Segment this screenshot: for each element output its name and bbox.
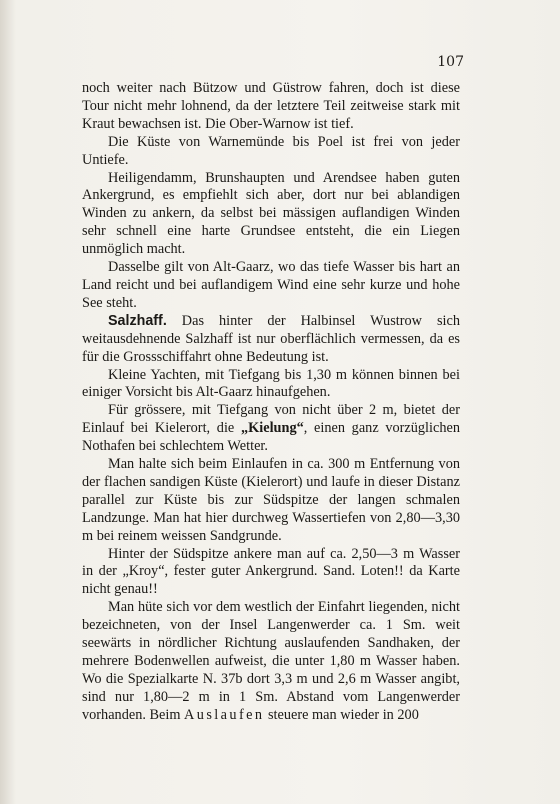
sandhaken-text-before: Man hüte sich vor dem westlich der Einfahrt liegenden, nicht bezeichneten, von der Insel Langenwerder ca. 1 Sm. weit seewärts in nördlicher Richtung auslaufenden Sandhaken, der mehrere Bodenwellen aufweist, die unter 1,80 m Wasser haben. Wo die Spezialkarte N. 37b dort 3,3 m und 2,6 m Wasser angibt, sind nur 1,80—2 m in 1 Sm. Abstand vom Langenwerder vorhanden. Beim [82,599,460,723]
paragraph-buetzow: noch weiter nach Bützow und Güstrow fahren, doch ist diese Tour nicht mehr lohnend, da der letztere Teil zeitweise stark mit Kraut bewachsen ist. Die Ober-Warnow ist tief. [82,80,460,132]
paragraph-heiligendamm: Heiligendamm, Brunshaupten und Arendsee haben guten Ankergrund, es empfiehlt sich aber, dort nur bei ablandigen Winden zu ankern, da selbst bei mässigen auflandigen Winden sehr schnell eine harte Grundsee entsteht, die ein Liegen unmöglich macht. [82,169,460,258]
paragraph-salzhaff [82,313,460,367]
paragraph-sandhaken [82,599,460,724]
page-number: 107 [437,54,464,70]
paragraph-kleine-yachten: Kleine Yachten, mit Tiefgang bis 1,30 m können binnen bei einiger Vorsicht bis Alt-Gaarz hinaufgehen. [82,366,460,401]
kielung-text-before: Für grössere, mit Tiefgang von nicht über 2 m, bietet der Einlauf bei Kielerort, die [82,402,460,437]
paragraph-alt-gaarz: Dasselbe gilt von Alt-Gaarz, wo das tiefe Wasser bis hart an Land reicht und bei auflandigem Wind eine sehr kurze und hohe See steht. [82,259,460,311]
text-body [82,80,460,725]
salzhaff-text: Das hinter der Halbinsel Wustrow sich weitausdehnende Salzhaff ist nur oberflächlich vermessen, da es für die Grossschiffahrt ohne Bedeutung ist. [82,312,460,365]
kielung-text-after: , einen ganz vorzüglichen Nothafen bei schlechtem Wetter. [82,420,460,455]
paragraph-ankern: Hinter der Südspitze ankere man auf ca. 2,50—3 m Wasser in der „Kroy“, fester guter Ankergrund. Sand. Loten!! da Karte nicht genau!! [82,545,460,598]
sandhaken-text-after: steuere man wieder in 200 [264,706,419,723]
paragraph-kielung [82,402,460,456]
auslaufen-term: Auslaufen [184,706,265,723]
paragraph-einlaufen: Man halte sich beim Einlaufen in ca. 300 m Entfernung von der flachen sandigen Küste (Kielerort) und laufe in dieser Distanz parallel zur Küste bis zur Südspitze der langen schmalen Landzunge. Man hat hier durchweg Wassertiefen von 2,80—3,30 m bei reinem weissen Sandgrunde. [82,456,460,544]
paragraph-warnemuende: Die Küste von Warnemünde bis Poel ist frei von jeder Untiefe. [82,133,460,168]
kielung-term: „Kielung“ [240,420,304,437]
section-heading-salzhaff: Salzhaff. [108,312,167,329]
